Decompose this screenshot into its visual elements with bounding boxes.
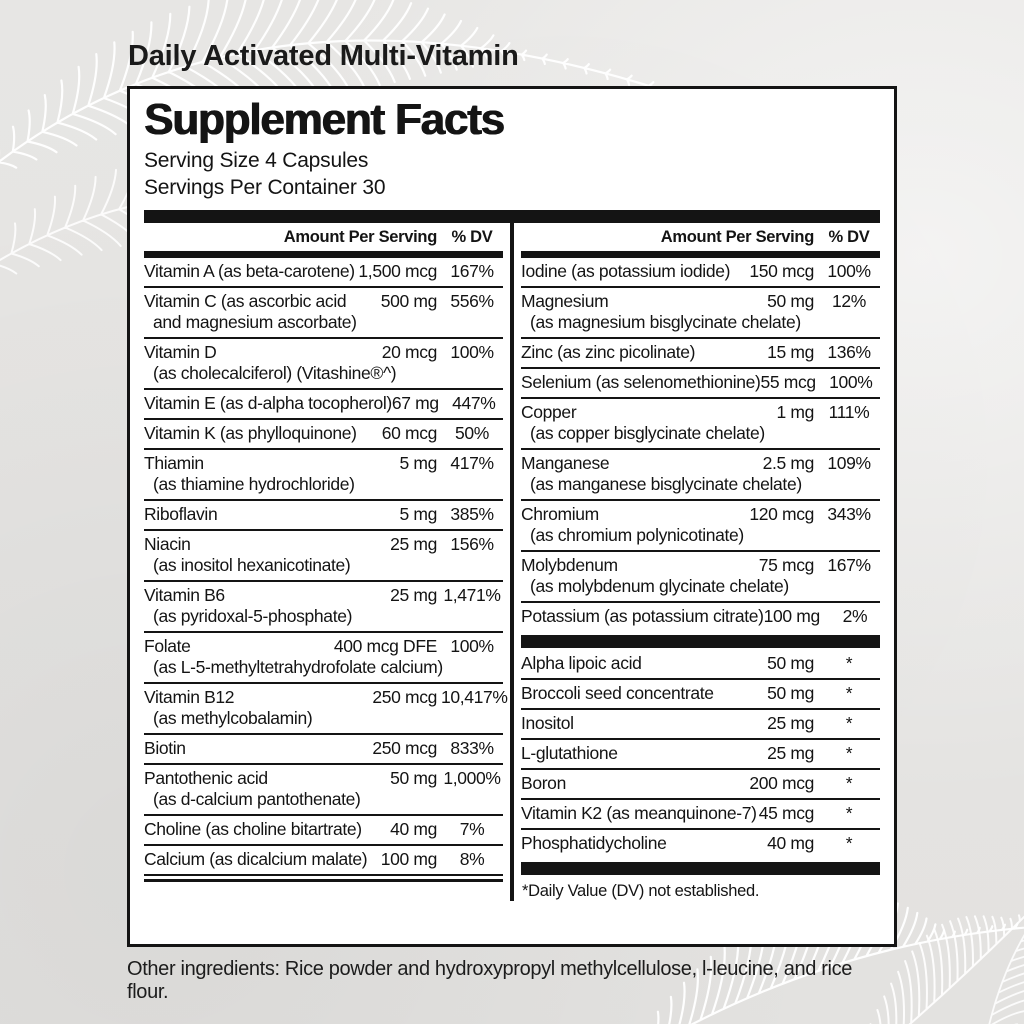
- nutrient-name: Alpha lipoic acid: [521, 653, 642, 674]
- nutrient-amount: 100 mg: [763, 606, 820, 627]
- nutrient-row: [144, 733, 503, 763]
- header-divider-bar: [521, 251, 880, 258]
- nutrient-name: Niacin: [144, 534, 191, 555]
- nutrient-dv: *: [845, 713, 853, 734]
- nutrient-amount: 5 mg: [399, 453, 437, 474]
- nutrient-name: Molybdenum: [521, 555, 618, 576]
- nutrient-dv: 556%: [450, 291, 494, 312]
- nutrient-row: [521, 650, 880, 678]
- nutrient-name: Calcium (as dicalcium malate): [144, 849, 368, 870]
- amount-per-serving-header: Amount Per Serving: [283, 228, 437, 247]
- nutrient-source: (as thiamine hydrochloride): [153, 474, 355, 495]
- nutrient-name: Boron: [521, 773, 566, 794]
- nutrient-amount: 50 mg: [767, 683, 814, 704]
- nutrient-columns: [144, 223, 880, 901]
- nutrient-amount: 75 mcg: [758, 555, 814, 576]
- nutrient-dv: 109%: [827, 453, 871, 474]
- nutrient-amount: 100 mg: [380, 849, 437, 870]
- nutrient-amount: 25 mg: [767, 713, 814, 734]
- nutrient-dv: *: [845, 773, 853, 794]
- nutrient-name: Vitamin A (as beta-carotene): [144, 261, 355, 282]
- nutrient-rows-right: [521, 258, 880, 875]
- nutrient-dv: 1,471%: [443, 585, 501, 606]
- nutrient-amount: 60 mcg: [381, 423, 437, 444]
- nutrient-dv: 100%: [827, 261, 871, 282]
- nutrient-amount: 50 mg: [767, 291, 814, 312]
- nutrient-source: (as pyridoxal-5-phosphate): [153, 606, 353, 627]
- nutrient-name: Thiamin: [144, 453, 204, 474]
- nutrient-amount: 500 mg: [380, 291, 437, 312]
- nutrient-column-right: [514, 223, 880, 901]
- serving-size-text: Serving Size 4 Capsules: [144, 149, 369, 173]
- nutrient-amount: 15 mg: [767, 342, 814, 363]
- label-area: [127, 40, 897, 1004]
- nutrient-row: [144, 388, 503, 418]
- nutrient-amount: 5 mg: [399, 504, 437, 525]
- product-title: Daily Activated Multi-Vitamin: [128, 40, 519, 72]
- nutrient-dv: 417%: [450, 453, 494, 474]
- nutrient-row: [521, 448, 880, 499]
- nutrient-amount: 1,500 mcg: [358, 261, 437, 282]
- nutrient-row: [144, 844, 503, 874]
- nutrient-amount: 250 mcg: [372, 687, 437, 708]
- nutrient-source: (as chromium polynicotinate): [530, 525, 744, 546]
- nutrient-row: [144, 286, 503, 337]
- nutrient-row: [521, 798, 880, 828]
- nutrient-source: (as d-calcium pantothenate): [153, 789, 361, 810]
- nutrient-row: [521, 738, 880, 768]
- nutrient-dv: 167%: [450, 261, 494, 282]
- nutrient-dv: *: [845, 683, 853, 704]
- nutrient-name: Vitamin K (as phylloquinone): [144, 423, 357, 444]
- nutrient-name: Pantothenic acid: [144, 768, 268, 789]
- nutrient-row: [144, 682, 508, 733]
- nutrient-column-left: [144, 223, 510, 901]
- nutrient-amount: 50 mg: [390, 768, 437, 789]
- nutrient-name: Inositol: [521, 713, 574, 734]
- header-divider-bar: [144, 251, 503, 258]
- nutrient-name: Vitamin E (as d-alpha tocopherol): [144, 393, 392, 414]
- nutrient-row: [521, 828, 880, 858]
- nutrient-amount: 200 mcg: [749, 773, 814, 794]
- nutrient-amount: 25 mg: [390, 585, 437, 606]
- nutrient-amount: 25 mg: [390, 534, 437, 555]
- nutrient-dv: 111%: [828, 402, 870, 423]
- nutrient-amount: 400 mcg DFE: [333, 636, 437, 657]
- nutrient-row: [144, 814, 503, 844]
- nutrient-amount: 67 mg: [391, 393, 439, 414]
- section-divider-bar: [521, 862, 880, 875]
- nutrient-amount: 40 mg: [767, 833, 814, 854]
- nutrient-name: Magnesium: [521, 291, 609, 312]
- leaf-frond: [980, 880, 1024, 1024]
- nutrient-row: [521, 258, 880, 286]
- nutrient-row: [521, 678, 880, 708]
- bottom-double-rule: [144, 874, 503, 882]
- section-divider-bar: [521, 635, 880, 648]
- nutrient-row: [521, 286, 880, 337]
- nutrient-rows-left: [144, 258, 508, 874]
- nutrient-source: (as manganese bisglycinate chelate): [530, 474, 802, 495]
- amount-per-serving-header: Amount Per Serving: [660, 228, 814, 247]
- nutrient-source: (as molybdenum glycinate chelate): [530, 576, 789, 597]
- supplement-facts-heading: Supplement Facts: [144, 95, 504, 144]
- nutrient-row: [521, 601, 880, 631]
- nutrient-dv: 167%: [827, 555, 871, 576]
- nutrient-name: Broccoli seed concentrate: [521, 683, 714, 704]
- daily-value-footnote: *Daily Value (DV) not established.: [522, 882, 760, 901]
- nutrient-row: [521, 367, 880, 397]
- column-header-left: [144, 223, 503, 251]
- nutrient-row: [144, 258, 503, 286]
- column-header-right: [521, 223, 880, 251]
- nutrient-source: (as copper bisglycinate chelate): [530, 423, 765, 444]
- nutrient-source: (as magnesium bisglycinate chelate): [530, 312, 801, 333]
- nutrient-row: [144, 337, 503, 388]
- nutrient-name: Zinc (as zinc picolinate): [521, 342, 696, 363]
- percent-dv-header: % DV: [451, 228, 493, 247]
- nutrient-row: [144, 418, 503, 448]
- nutrient-amount: 250 mcg: [372, 738, 437, 759]
- nutrient-name: Choline (as choline bitartrate): [144, 819, 362, 840]
- nutrient-row: [144, 631, 503, 682]
- nutrient-row: [521, 550, 880, 601]
- nutrient-dv: 447%: [452, 393, 496, 414]
- nutrient-dv: 10,417%: [441, 687, 508, 708]
- nutrient-name: Iodine (as potassium iodide): [521, 261, 731, 282]
- nutrient-name: Riboflavin: [144, 504, 218, 525]
- nutrient-dv: 136%: [827, 342, 871, 363]
- nutrient-name: Biotin: [144, 738, 186, 759]
- nutrient-dv: 50%: [455, 423, 489, 444]
- nutrient-name: Vitamin B6: [144, 585, 225, 606]
- nutrient-row: [144, 499, 503, 529]
- nutrient-row: [521, 708, 880, 738]
- nutrient-amount: 150 mcg: [749, 261, 814, 282]
- nutrient-row: [144, 448, 503, 499]
- servings-per-container-text: Servings Per Container 30: [144, 176, 386, 200]
- nutrient-amount: 40 mg: [390, 819, 437, 840]
- nutrient-name: Selenium (as selenomethionine): [521, 372, 761, 393]
- nutrient-dv: *: [845, 803, 853, 824]
- nutrient-dv: 156%: [450, 534, 494, 555]
- other-ingredients-text: Other ingredients: Rice powder and hydroxypropyl methylcellulose, l-leucine, and rice flour.: [127, 958, 853, 1003]
- nutrient-name: Vitamin B12: [144, 687, 235, 708]
- nutrient-dv: 7%: [459, 819, 485, 840]
- nutrient-row: [521, 397, 880, 448]
- nutrient-amount: 120 mcg: [749, 504, 814, 525]
- nutrient-row: [521, 768, 880, 798]
- nutrient-name: Chromium: [521, 504, 599, 525]
- nutrient-dv: *: [845, 743, 853, 764]
- nutrient-dv: 343%: [827, 504, 871, 525]
- nutrient-dv: 833%: [450, 738, 494, 759]
- nutrient-amount: 20 mcg: [381, 342, 437, 363]
- percent-dv-header: % DV: [828, 228, 870, 247]
- nutrient-amount: 2.5 mg: [762, 453, 814, 474]
- top-divider-bar: [144, 210, 880, 223]
- nutrient-row: [144, 529, 503, 580]
- nutrient-name: Vitamin K2 (as meanquinone-7): [521, 803, 757, 824]
- nutrient-dv: 8%: [459, 849, 485, 870]
- supplement-facts-panel: [127, 86, 897, 947]
- nutrient-source: (as cholecalciferol) (Vitashine®^): [153, 363, 397, 384]
- nutrient-source: (as L-5-methyltetrahydrofolate calcium): [153, 657, 443, 678]
- nutrient-name: Phosphatidycholine: [521, 833, 667, 854]
- nutrient-dv: *: [845, 833, 853, 854]
- nutrient-amount: 55 mcg: [760, 372, 816, 393]
- nutrient-name: L-glutathione: [521, 743, 618, 764]
- nutrient-amount: 1 mg: [776, 402, 814, 423]
- nutrient-name: Folate: [144, 636, 191, 657]
- nutrient-source: and magnesium ascorbate): [153, 312, 357, 333]
- nutrient-dv: 385%: [450, 504, 494, 525]
- nutrient-dv: 100%: [450, 636, 494, 657]
- nutrient-source: (as inositol hexanicotinate): [153, 555, 351, 576]
- nutrient-row: [521, 499, 880, 550]
- nutrient-dv: *: [845, 653, 853, 674]
- nutrient-name: Vitamin D: [144, 342, 217, 363]
- nutrient-name: Manganese: [521, 453, 610, 474]
- nutrient-name: Vitamin C (as ascorbic acid: [144, 291, 347, 312]
- nutrient-row: [144, 580, 503, 631]
- nutrient-name: Copper: [521, 402, 577, 423]
- nutrient-amount: 45 mcg: [758, 803, 814, 824]
- nutrient-row: [521, 337, 880, 367]
- nutrient-dv: 100%: [829, 372, 873, 393]
- nutrient-amount: 25 mg: [767, 743, 814, 764]
- nutrient-name: Potassium (as potassium citrate): [521, 606, 764, 627]
- nutrient-dv: 12%: [832, 291, 866, 312]
- nutrient-source: (as methylcobalamin): [153, 708, 313, 729]
- nutrient-dv: 100%: [450, 342, 494, 363]
- nutrient-amount: 50 mg: [767, 653, 814, 674]
- nutrient-dv: 2%: [842, 606, 868, 627]
- nutrient-dv: 1,000%: [443, 768, 501, 789]
- nutrient-row: [144, 763, 503, 814]
